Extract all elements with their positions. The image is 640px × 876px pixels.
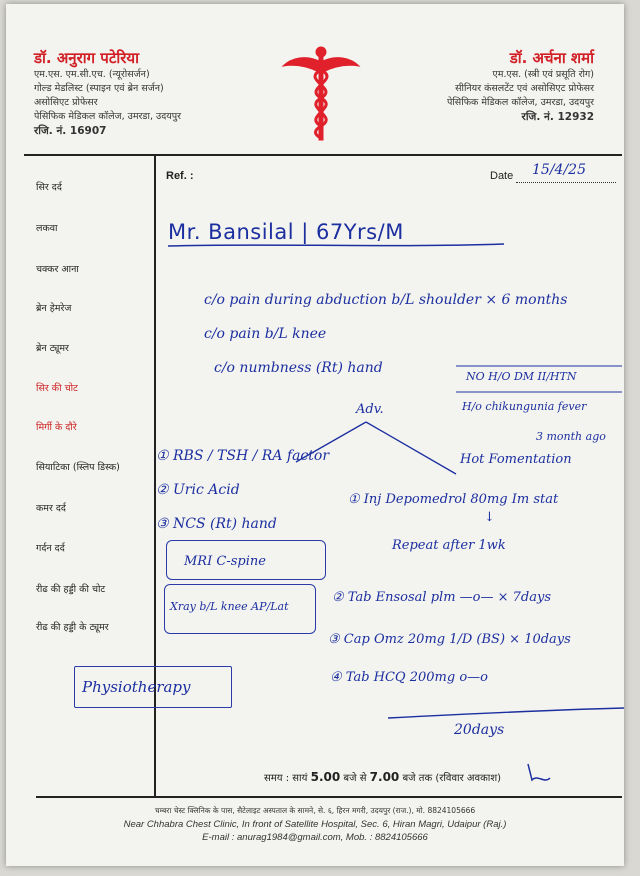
header-divider <box>24 154 622 156</box>
ref-label: Ref. : <box>166 170 194 182</box>
clinic-timing <box>264 770 501 784</box>
doctor-left-degree: एम.एस. एम.सी.एच. (न्यूरोसर्जन) <box>34 69 150 80</box>
complaint-1: c/o pain during abduction b/L shoulder × 6 months <box>204 292 568 308</box>
history-2: H/o chikungunia fever <box>462 400 587 413</box>
doctor-right-title: सीनियर कंसलटेंट एवं असोसिएट प्रोफेसर <box>455 83 594 94</box>
timing-mid: बजे से <box>343 773 367 784</box>
timing-prefix: समय : सायं <box>264 773 308 784</box>
date-value: 15/4/25 <box>532 162 586 178</box>
date-line <box>516 182 616 183</box>
doctor-left-college: पेसिफिक मेडिकल कॉलेज, उमरडा, उदयपुर <box>34 111 182 122</box>
doctor-left-reg: रजि. नं. 16907 <box>34 125 107 137</box>
signature-mark <box>524 760 554 790</box>
history-3: 3 month ago <box>536 430 606 443</box>
advice-label: Adv. <box>356 402 384 417</box>
sidebar-item-11: रीढ की हड्डी के ट्यूमर <box>36 622 109 633</box>
xray-order: Xray b/L knee AP/Lat <box>170 600 289 613</box>
footer-divider <box>36 796 622 798</box>
rx-1: ① Inj Depomedrol 80mg Im stat <box>348 492 559 507</box>
timing-end: 7.00 <box>369 770 400 784</box>
doctor-right-degree: एम.एस. (स्त्री एवं प्रसूति रोग) <box>492 69 594 80</box>
sidebar-item-9: गर्दन दर्द <box>36 543 65 554</box>
history-1: NO H/O DM II/HTN <box>466 370 577 383</box>
sidebar-item-4: ब्रेन ट्यूमर <box>36 343 69 354</box>
doctor-right-name: डॉ. अर्चना शर्मा <box>509 49 594 67</box>
prescription-page <box>6 4 624 866</box>
doctor-right-college: पेसिफिक मेडिकल कॉलेज, उमरडा, उदयपुर <box>446 97 594 108</box>
hot-fomentation: Hot Fomentation <box>460 452 572 467</box>
rx-2: ② Tab Ensosal plm —o— × 7days <box>332 590 552 605</box>
investigation-2: ② Uric Acid <box>156 482 240 498</box>
sidebar-item-2: चक्कर आना <box>36 264 79 275</box>
patient-underline <box>166 240 506 250</box>
complaint-3: c/o numbness (Rt) hand <box>214 360 383 376</box>
rx-underline <box>386 704 626 724</box>
rx-3: ③ Cap Omz 20mg 1/D (BS) × 10days <box>328 632 571 647</box>
sidebar-item-0: सिर दर्द <box>36 182 62 193</box>
sidebar-item-3: ब्रेन हेमरेज <box>36 303 72 314</box>
physiotherapy: Physiotherapy <box>82 678 191 696</box>
rx-1-arrow: ↓ <box>484 510 495 525</box>
mri-order: MRI C-spine <box>184 554 266 569</box>
timing-suffix: बजे तक (रविवार अवकाश) <box>402 773 502 784</box>
contact-info: E-mail : anurag1984@gmail.com, Mob. : 8824105666 <box>202 832 428 843</box>
doctor-left-title: असोसिएट प्रोफेसर <box>34 97 98 108</box>
doctor-right-reg: रजि. नं. 12932 <box>521 111 594 123</box>
address-hindi: चम्बरा चेस्ट क्लिनिक के पास, सैटेलाइट अस्पताल के सामने, से. ६, हिरन मगरी, उदयपुर (राज.), मो. 8824105666 <box>154 806 476 815</box>
doctor-right-block <box>334 48 594 124</box>
doctor-left-medal: गोल्ड मेडलिस्ट (स्पाइन एवं ब्रेन सर्जन) <box>34 83 164 94</box>
sidebar-item-1: लकवा <box>36 223 58 234</box>
address-english: Near Chhabra Chest Clinic, In front of Satellite Hospital, Sec. 6, Hiran Magri, Udaipur (Raj.) <box>123 819 507 830</box>
rx-4b: 20days <box>454 722 505 738</box>
timing-start: 5.00 <box>310 770 341 784</box>
doctor-left-name: डॉ. अनुराग पटेरिया <box>34 49 139 67</box>
sidebar-item-10: रीढ की हड्डी की चोट <box>36 584 106 595</box>
sidebar-item-7: सियाटिका (स्लिप डिस्क) <box>36 462 120 473</box>
investigation-3: ③ NCS (Rt) hand <box>156 516 277 532</box>
rx-4: ④ Tab HCQ 200mg o—o <box>330 670 488 685</box>
sidebar-item-5: सिर की चोट <box>36 383 78 394</box>
sidebar-item-6: मिर्गी के दौरे <box>36 422 77 433</box>
patient-name: Mr. Bansilal | 67Yrs/M <box>168 220 404 244</box>
history-brackets <box>454 364 624 394</box>
doctor-left-block <box>34 48 274 138</box>
sidebar-item-8: कमर दर्द <box>36 503 66 514</box>
complaint-2: c/o pain b/L knee <box>204 326 327 342</box>
date-label: Date <box>490 170 514 182</box>
rx-1b: Repeat after 1wk <box>392 538 506 553</box>
investigation-1: ① RBS / TSH / RA factor <box>156 448 330 464</box>
